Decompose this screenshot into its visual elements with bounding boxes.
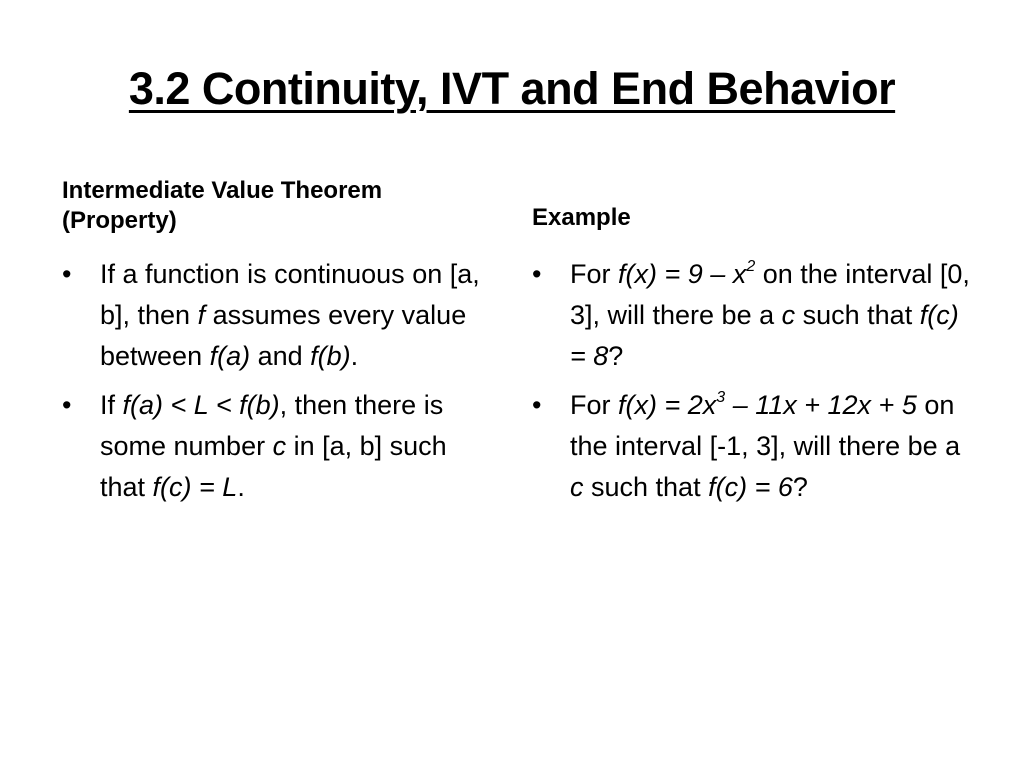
text: ?: [608, 341, 624, 371]
list-item: [62, 254, 492, 377]
right-heading: Example: [532, 204, 631, 231]
math: c: [272, 431, 287, 461]
list-item: [532, 385, 972, 508]
exponent: 2: [746, 258, 756, 275]
math: f(c) = 8: [570, 300, 959, 371]
text: on the interval [-1, 3], will there be a: [570, 390, 961, 461]
math: f(x) = 9 – x: [618, 259, 747, 289]
text: For: [570, 390, 619, 420]
bullet-icon: •: [62, 259, 72, 289]
list-item: [532, 254, 972, 377]
math: c: [570, 472, 584, 502]
math: f(a) < L < f(b): [122, 390, 280, 420]
math: f: [197, 300, 206, 330]
math: f(b): [310, 341, 351, 371]
math: f(c) = 6: [708, 472, 793, 502]
right-bullet-list: [532, 254, 972, 508]
text: For: [570, 259, 619, 289]
right-column: [532, 176, 972, 516]
bullet-icon: •: [62, 390, 72, 420]
text: such that: [583, 472, 709, 502]
exponent: 3: [716, 389, 726, 406]
text: If a function is continuous on [a, b], then: [100, 259, 480, 330]
text: .: [350, 341, 359, 371]
text: and: [250, 341, 311, 371]
text: ?: [792, 472, 808, 502]
text: in [a, b] such that: [100, 431, 447, 502]
math: f(a): [209, 341, 251, 371]
bullet-icon: •: [532, 390, 542, 420]
left-heading: Intermediate Value Theorem (Property): [62, 177, 383, 234]
math: – 11x + 12x + 5: [725, 390, 917, 420]
slide-title: [0, 64, 1024, 114]
text: .: [237, 472, 245, 502]
text: If: [100, 390, 123, 420]
text: such that: [795, 300, 920, 330]
list-item: [62, 385, 492, 508]
text: on the interval [0, 3], will there be a: [570, 259, 970, 330]
bullet-icon: •: [532, 259, 542, 289]
math: f(x) = 2x: [618, 390, 717, 420]
left-column: [62, 176, 492, 516]
math: f(c) = L: [152, 472, 238, 502]
slide-title-text: 3.2 Continuity, IVT and End Behavior: [128, 63, 896, 114]
math: c: [781, 300, 796, 330]
text: assumes every value between: [100, 300, 467, 371]
left-bullet-list: [62, 254, 492, 508]
text: , then there is some number: [100, 390, 444, 461]
